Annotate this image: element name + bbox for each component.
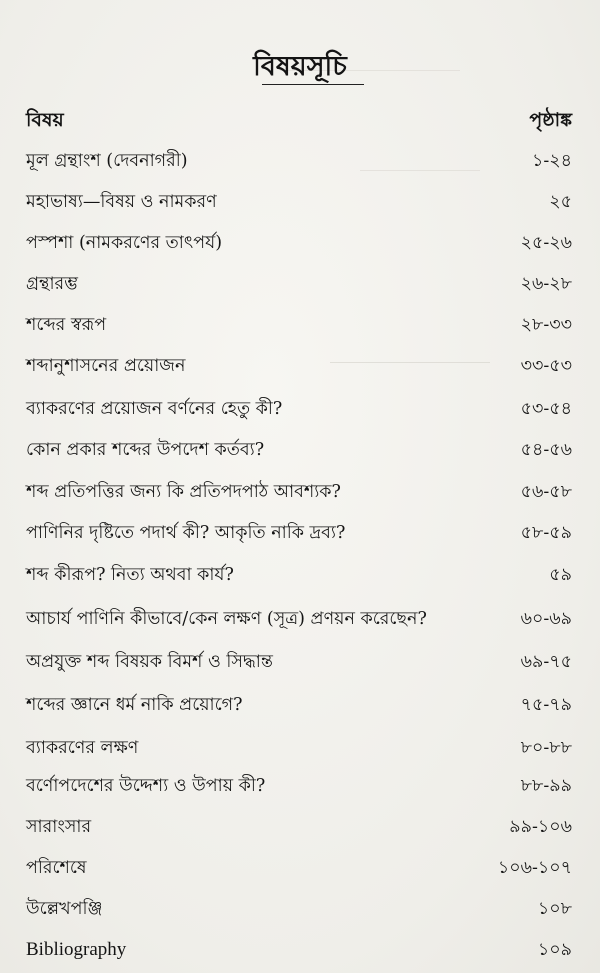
toc-entry-pages: ৩৩-৫৩ [520,356,572,376]
toc-entry-pages: ২৬-২৮ [520,274,572,294]
page-column-header: পৃষ্ঠাঙ্ক [529,109,572,131]
toc-entry-title: মহাভাষ্য—বিষয় ও নামকরণ [26,192,217,212]
toc-entry-pages: ১-২৪ [531,151,572,171]
page-title: বিষয়সূচি [253,51,347,82]
toc-entry-pages: ২৫ [549,192,572,212]
toc-entry-title: শব্দ কীরূপ? নিত্য অথবা কার্য? [26,565,234,585]
toc-entry [26,894,572,924]
toc-entry-pages: ৬৯-৭৫ [520,652,572,672]
title-underline [262,84,364,85]
toc-entry-pages: ৮৮-৯৯ [520,776,572,796]
toc-entry-pages: ৮০-৮৮ [520,738,572,758]
toc-entry [26,853,572,883]
toc-entry [26,269,572,299]
toc-entry-title: Bibliography [26,939,127,960]
toc-entry-title: উল্লেখপঞ্জি [26,899,103,919]
toc-entry-title: অপ্রযুক্ত শব্দ বিষয়ক বিমর্শ ও সিদ্ধান্ত [26,652,273,672]
toc-entry-title: পরিশেষে [26,858,87,878]
toc-entry-title: পাণিনির দৃষ্টিতে পদার্থ কী? আকৃতি নাকি দ্রব্য? [26,523,346,543]
toc-entry-pages: ৫৮-৫৯ [520,523,572,543]
toc-entry-pages: ২৫-২৬ [520,233,572,253]
toc-entry [26,647,572,677]
toc-entry [26,690,572,720]
toc-entry-title: আচার্য পাণিনি কীভাবে/কেন লক্ষণ (সূত্র) প্রণয়ন করেছেন? [26,609,427,629]
toc-entry [26,477,572,507]
toc-entry-title: শব্দ প্রতিপত্তির জন্য কি প্রতিপদপাঠ আবশ্যক? [26,482,341,502]
toc-entry-pages: ৫৬-৫৮ [520,482,572,502]
toc-entry-title: ব্যাকরণের লক্ষণ [26,738,139,758]
toc-entry-pages: ১০৬-১০৭ [497,858,572,878]
toc-entry-pages: ১০৯ [537,940,572,960]
toc-entry-title: পস্পশা (নামকরণের তাৎপর্য) [26,233,223,253]
toc-entry-pages: ১০৮ [537,899,572,919]
toc-entry [26,812,572,842]
toc-entry [26,146,572,176]
toc-entry-pages: ৬০-৬৯ [520,609,572,629]
toc-entry-title: শব্দানুশাসনের প্রয়োজন [26,356,186,376]
toc-entry [26,733,572,763]
toc-entry-title: বর্ণোপদেশের উদ্দেশ্য ও উপায় কী? [26,776,266,796]
toc-entry [26,518,572,548]
toc-entry [26,935,572,965]
toc-entry-title: শব্দের স্বরূপ [26,315,107,335]
toc-entry [26,435,572,465]
toc-entry-pages: ৫৯ [549,565,572,585]
toc-entry [26,310,572,340]
toc-entry [26,187,572,217]
toc-entry [26,228,572,258]
toc-entry [26,771,572,801]
toc-entry-title: মূল গ্রন্থাংশ (দেবনাগরী) [26,151,188,171]
toc-entry-title: ব্যাকরণের প্রয়োজন বর্ণনের হেতু কী? [26,399,283,419]
toc-entry-title: সারাংসার [26,817,92,837]
toc-entry [26,351,572,381]
toc-entry-pages: ৫৪-৫৬ [520,440,572,460]
toc-entry-title: শব্দের জ্ঞানে ধর্ম নাকি প্রয়োগে? [26,695,243,715]
toc-entry-pages: ৯৯-১০৬ [509,817,572,837]
toc-entry-pages: ২৮-৩৩ [520,315,572,335]
toc-entry-title: গ্রন্থারম্ভ [26,274,78,294]
toc-entry [26,394,572,424]
toc-entry [26,560,572,590]
toc-entry-title: কোন প্রকার শব্দের উপদেশ কর্তব্য? [26,440,265,460]
subject-column-header: বিষয় [26,109,64,131]
toc-entry-pages: ৭৫-৭৯ [520,695,572,715]
toc-entry [26,604,572,634]
toc-entry-pages: ৫৩-৫৪ [520,399,572,419]
